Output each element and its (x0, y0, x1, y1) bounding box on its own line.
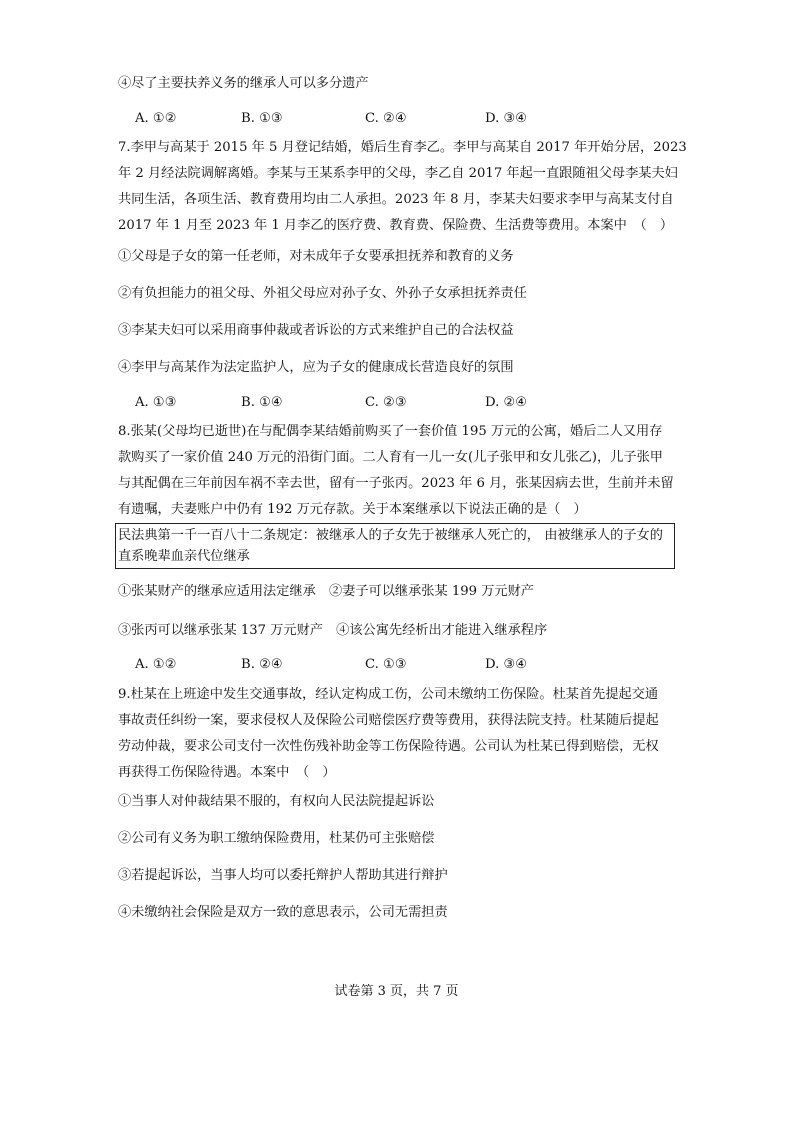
q7-stem-line: 年 2 月经法院调解离婚。李某与王某系李甲的父母，李乙自 2017 年起一直跟随祖父母李某夫妇 (118, 166, 678, 181)
q8-legal-quote-box (115, 523, 675, 569)
q7-item-3: ③李某夫妇可以采用商事仲裁或者诉讼的方式来维护自己的合法权益 (118, 323, 514, 338)
q7-stem-line: 7.李甲与高某于 2015 年 5 月登记结婚，婚后生育李乙。李甲与高某自 2017 年开始分居，2023 (118, 140, 687, 155)
q7-stem-line: 共同生活，各项生活、教育费用均由二人承担。2023 年 8 月，李某夫妇要求李甲与高某支付自 (118, 192, 674, 207)
q7-option-a: A. ①③ (135, 395, 177, 410)
q6-option-b: B. ①③ (241, 111, 283, 126)
q8-items-row-1: ①张某财产的继承应适用法定继承 ②妻子可以继承张某 199 万元财产 (118, 584, 534, 599)
q7-option-c: C. ②③ (365, 395, 407, 410)
q6-option-a: A. ①② (135, 111, 177, 126)
page-footer: 试卷第 3 页，共 7 页 (334, 984, 459, 999)
q8-option-c: C. ①③ (365, 657, 407, 672)
q9-stem (118, 682, 678, 786)
q8-option-d: D. ③④ (485, 657, 528, 672)
q8-stem-line: 款购买了一家价值 240 万元的沿街门面。二人育有一儿一女(儿子张甲和女儿张乙)，儿子张甲 (118, 450, 663, 465)
q9-stem-line: 9.杜某在上班途中发生交通事故，经认定构成工伤，公司未缴纳工伤保险。杜某首先提起交通 (118, 687, 659, 702)
q8-stem-line: 8.张某(父母均已逝世)在与配偶李某结婚前购买了一套价值 195 万元的公寓，婚后二人又用存 (118, 424, 663, 439)
q6-options (135, 111, 527, 126)
q6-option-d: D. ③④ (485, 111, 528, 126)
q8-stem-line: 有遗嘱，夫妻账户中仍有 192 万元存款。关于本案继承以下说法正确的是（ ） (118, 502, 587, 517)
q9-stem-line: 事故责任纠纷一案，要求侵权人及保险公司赔偿医疗费等费用，获得法院支持。杜某随后提起 (118, 713, 659, 728)
q8-quote-line: 民法典第一千一百八十二条规定：被继承人的子女先于被继承人死亡的， 由被继承人的子女的 (118, 528, 663, 543)
q9-item-3: ③若提起诉讼，当事人均可以委托辩护人帮助其进行辩护 (118, 868, 448, 883)
q7-item-1: ①父母是子女的第一任老师，对未成年子女要承担抚养和教育的义务 (118, 249, 514, 264)
q9-item-2: ②公司有义务为职工缴纳保险费用，杜某仍可主张赔偿 (118, 831, 435, 846)
q6-option-c: C. ②④ (365, 111, 407, 126)
q7-stem-line: 2017 年 1 月至 2023 年 1 月李乙的医疗费、教育费、保险费、生活费等费用。本案中 （ ） (118, 218, 674, 233)
q8-quote-line: 直系晚辈血亲代位继承 (118, 549, 250, 564)
q8-stem (118, 419, 678, 523)
q9-stem-line: 再获得工伤保险待遇。本案中 （ ） (118, 765, 336, 780)
q8-stem-line: 与其配偶在三年前因车祸不幸去世，留有一子张丙。2023 年 6 月，张某因病去世，生前并未留 (118, 476, 674, 491)
q8-option-b: B. ②④ (241, 657, 283, 672)
q9-item-4: ④未缴纳社会保险是双方一致的意思表示，公司无需担责 (118, 905, 448, 920)
q7-item-4: ④李甲与高某作为法定监护人，应为子女的健康成长营造良好的氛围 (118, 360, 514, 375)
q7-options (135, 395, 527, 410)
q6-item-4: ④尽了主要扶养义务的继承人可以多分遗产 (118, 76, 369, 91)
q7-item-2: ②有负担能力的祖父母、外祖父母应对孙子女、外孙子女承担抚养责任 (118, 286, 527, 301)
q7-option-d: D. ②④ (485, 395, 528, 410)
q8-items-row-2: ③张丙可以继承张某 137 万元财产 ④该公寓先经析出才能进入继承程序 (118, 623, 548, 638)
q7-option-b: B. ①④ (241, 395, 283, 410)
q7-stem (118, 135, 687, 239)
q8-option-a: A. ①② (135, 657, 177, 672)
q8-options (135, 657, 527, 672)
q9-item-1: ①当事人对仲裁结果不服的，有权向人民法院提起诉讼 (118, 794, 435, 809)
q9-stem-line: 劳动仲裁，要求公司支付一次性伤残补助金等工伤保险待遇。公司认为杜某已得到赔偿，无权 (118, 739, 659, 754)
